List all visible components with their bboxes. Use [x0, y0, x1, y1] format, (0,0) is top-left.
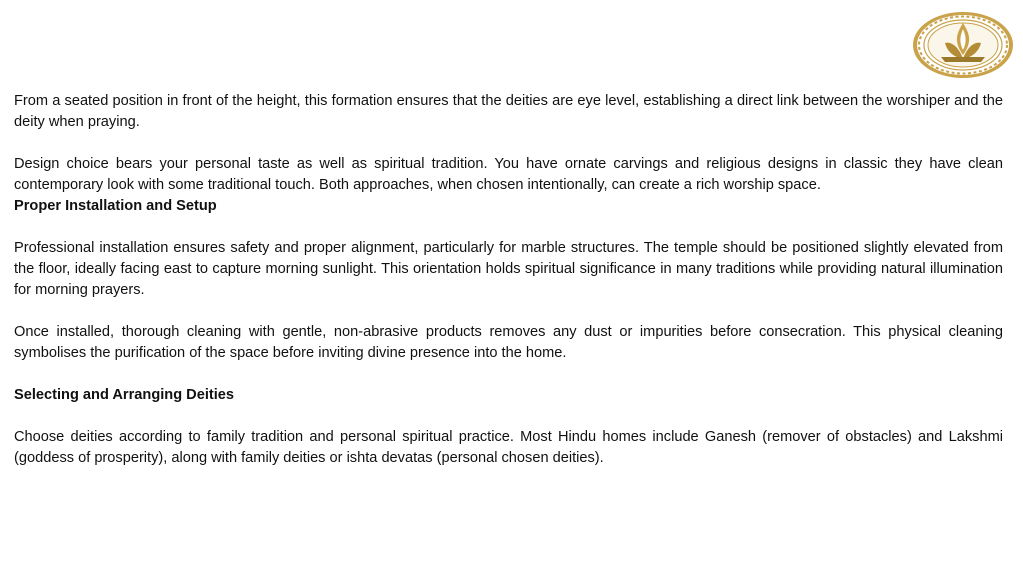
heading-installation: Proper Installation and Setup	[14, 198, 217, 214]
mandala-logo-icon	[911, 11, 1015, 79]
article-body	[14, 91, 1003, 469]
paragraph-professional-installation: Professional installation ensures safety and proper alignment, particularly for marble structures. The temple should be positioned slightly elevated from the floor, ideally facing east to capture morning sunlight. This orientation holds spiritual significance in many traditions while providing natural illumination for morning prayers.	[14, 240, 1003, 298]
paragraph-choose-deities: Choose deities according to family tradition and personal spiritual practice. Most Hindu homes include Ganesh (remover of obstacles) and Lakshmi (goddess of prosperity), along with family deities or ishta devatas (personal chosen deities).	[14, 429, 1003, 466]
paragraph-cleaning: Once installed, thorough cleaning with gentle, non-abrasive products removes any dust or impurities before consecration. This physical cleaning symbolises the purification of the space before inviting divine presence into the home.	[14, 324, 1003, 361]
heading-selecting-deities: Selecting and Arranging Deities	[14, 387, 235, 403]
paragraph-seated-position: From a seated position in front of the height, this formation ensures that the deities are eye level, establishing a direct link between the worshiper and the deity when praying.	[14, 93, 1003, 130]
paragraph-design-choice: Design choice bears your personal taste as well as spiritual tradition. You have ornate carvings and religious designs in classic they have clean contemporary look with some traditional touch. Both approaches, when chosen intentionally, can create a rich worship space.	[14, 156, 1003, 193]
